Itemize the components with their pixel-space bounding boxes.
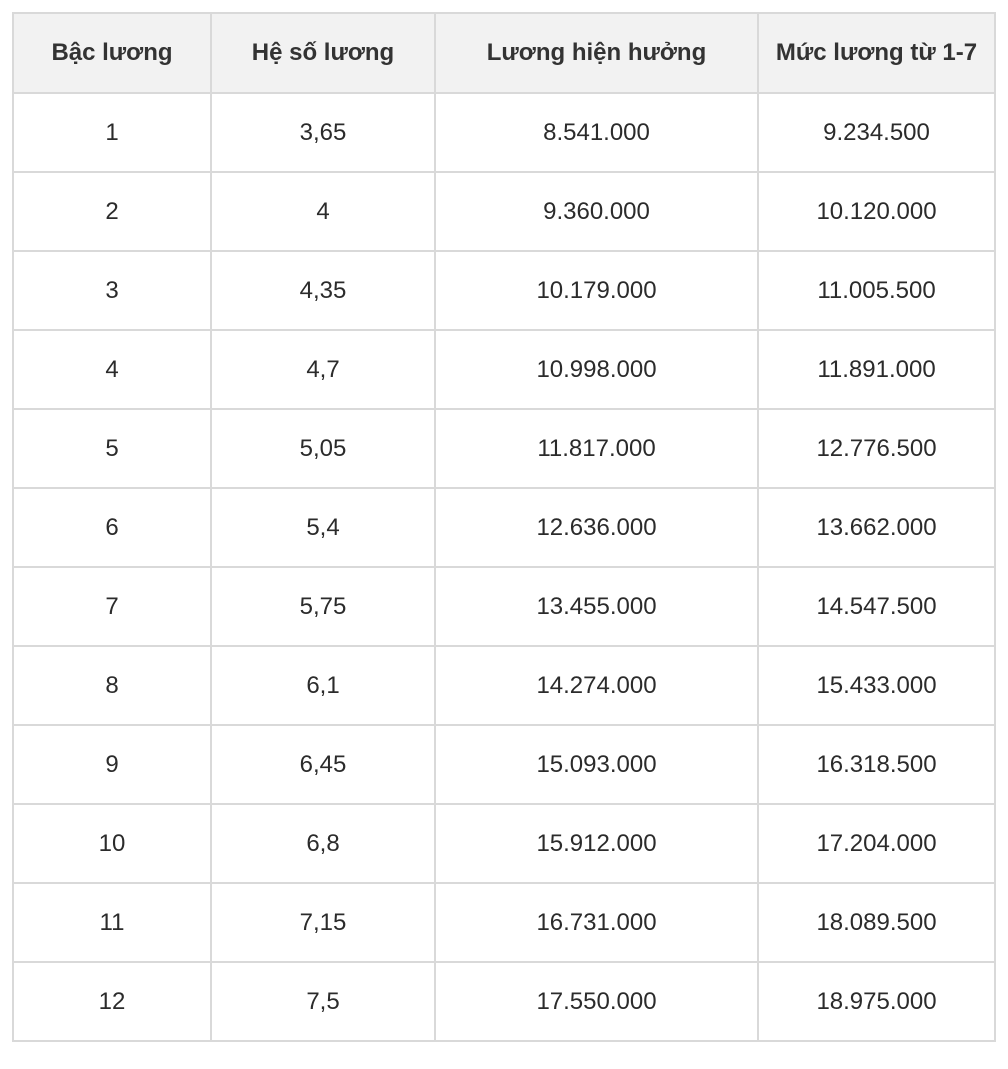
cell-salary-1-7: 10.120.000 [758,172,995,251]
cell-grade: 1 [13,93,211,172]
cell-coefficient: 3,65 [211,93,435,172]
table-row [13,330,995,409]
cell-grade: 3 [13,251,211,330]
cell-grade: 8 [13,646,211,725]
salary-table-container [12,12,994,1042]
table-body [13,93,995,1041]
cell-current-salary: 12.636.000 [435,488,758,567]
header-salary-level-from-1-7: Mức lương từ 1-7 [758,13,995,93]
table-row [13,725,995,804]
cell-grade: 6 [13,488,211,567]
cell-current-salary: 10.998.000 [435,330,758,409]
cell-grade: 9 [13,725,211,804]
table-row [13,567,995,646]
cell-current-salary: 13.455.000 [435,567,758,646]
cell-current-salary: 17.550.000 [435,962,758,1041]
table-row [13,251,995,330]
cell-salary-1-7: 14.547.500 [758,567,995,646]
cell-coefficient: 7,5 [211,962,435,1041]
cell-coefficient: 4 [211,172,435,251]
table-row [13,883,995,962]
cell-coefficient: 5,05 [211,409,435,488]
cell-salary-1-7: 17.204.000 [758,804,995,883]
cell-grade: 2 [13,172,211,251]
cell-coefficient: 7,15 [211,883,435,962]
cell-coefficient: 6,1 [211,646,435,725]
table-row [13,962,995,1041]
cell-current-salary: 8.541.000 [435,93,758,172]
cell-grade: 10 [13,804,211,883]
cell-coefficient: 4,35 [211,251,435,330]
cell-coefficient: 5,75 [211,567,435,646]
cell-salary-1-7: 11.005.500 [758,251,995,330]
cell-salary-1-7: 13.662.000 [758,488,995,567]
cell-salary-1-7: 11.891.000 [758,330,995,409]
table-row [13,172,995,251]
cell-salary-1-7: 16.318.500 [758,725,995,804]
table-header [13,13,995,93]
cell-current-salary: 9.360.000 [435,172,758,251]
cell-coefficient: 6,45 [211,725,435,804]
header-current-salary: Lương hiện hưởng [435,13,758,93]
salary-table [12,12,996,1042]
cell-current-salary: 11.817.000 [435,409,758,488]
table-row [13,488,995,567]
cell-coefficient: 6,8 [211,804,435,883]
cell-salary-1-7: 9.234.500 [758,93,995,172]
cell-grade: 5 [13,409,211,488]
cell-salary-1-7: 12.776.500 [758,409,995,488]
table-row [13,93,995,172]
cell-current-salary: 10.179.000 [435,251,758,330]
cell-grade: 7 [13,567,211,646]
table-row [13,409,995,488]
cell-current-salary: 14.274.000 [435,646,758,725]
header-salary-grade: Bậc lương [13,13,211,93]
cell-current-salary: 15.093.000 [435,725,758,804]
cell-grade: 12 [13,962,211,1041]
cell-coefficient: 5,4 [211,488,435,567]
table-row [13,804,995,883]
cell-grade: 11 [13,883,211,962]
header-salary-coefficient: Hệ số lương [211,13,435,93]
cell-grade: 4 [13,330,211,409]
cell-coefficient: 4,7 [211,330,435,409]
cell-salary-1-7: 18.089.500 [758,883,995,962]
cell-salary-1-7: 18.975.000 [758,962,995,1041]
cell-current-salary: 16.731.000 [435,883,758,962]
cell-salary-1-7: 15.433.000 [758,646,995,725]
table-row [13,646,995,725]
header-row [13,13,995,93]
cell-current-salary: 15.912.000 [435,804,758,883]
